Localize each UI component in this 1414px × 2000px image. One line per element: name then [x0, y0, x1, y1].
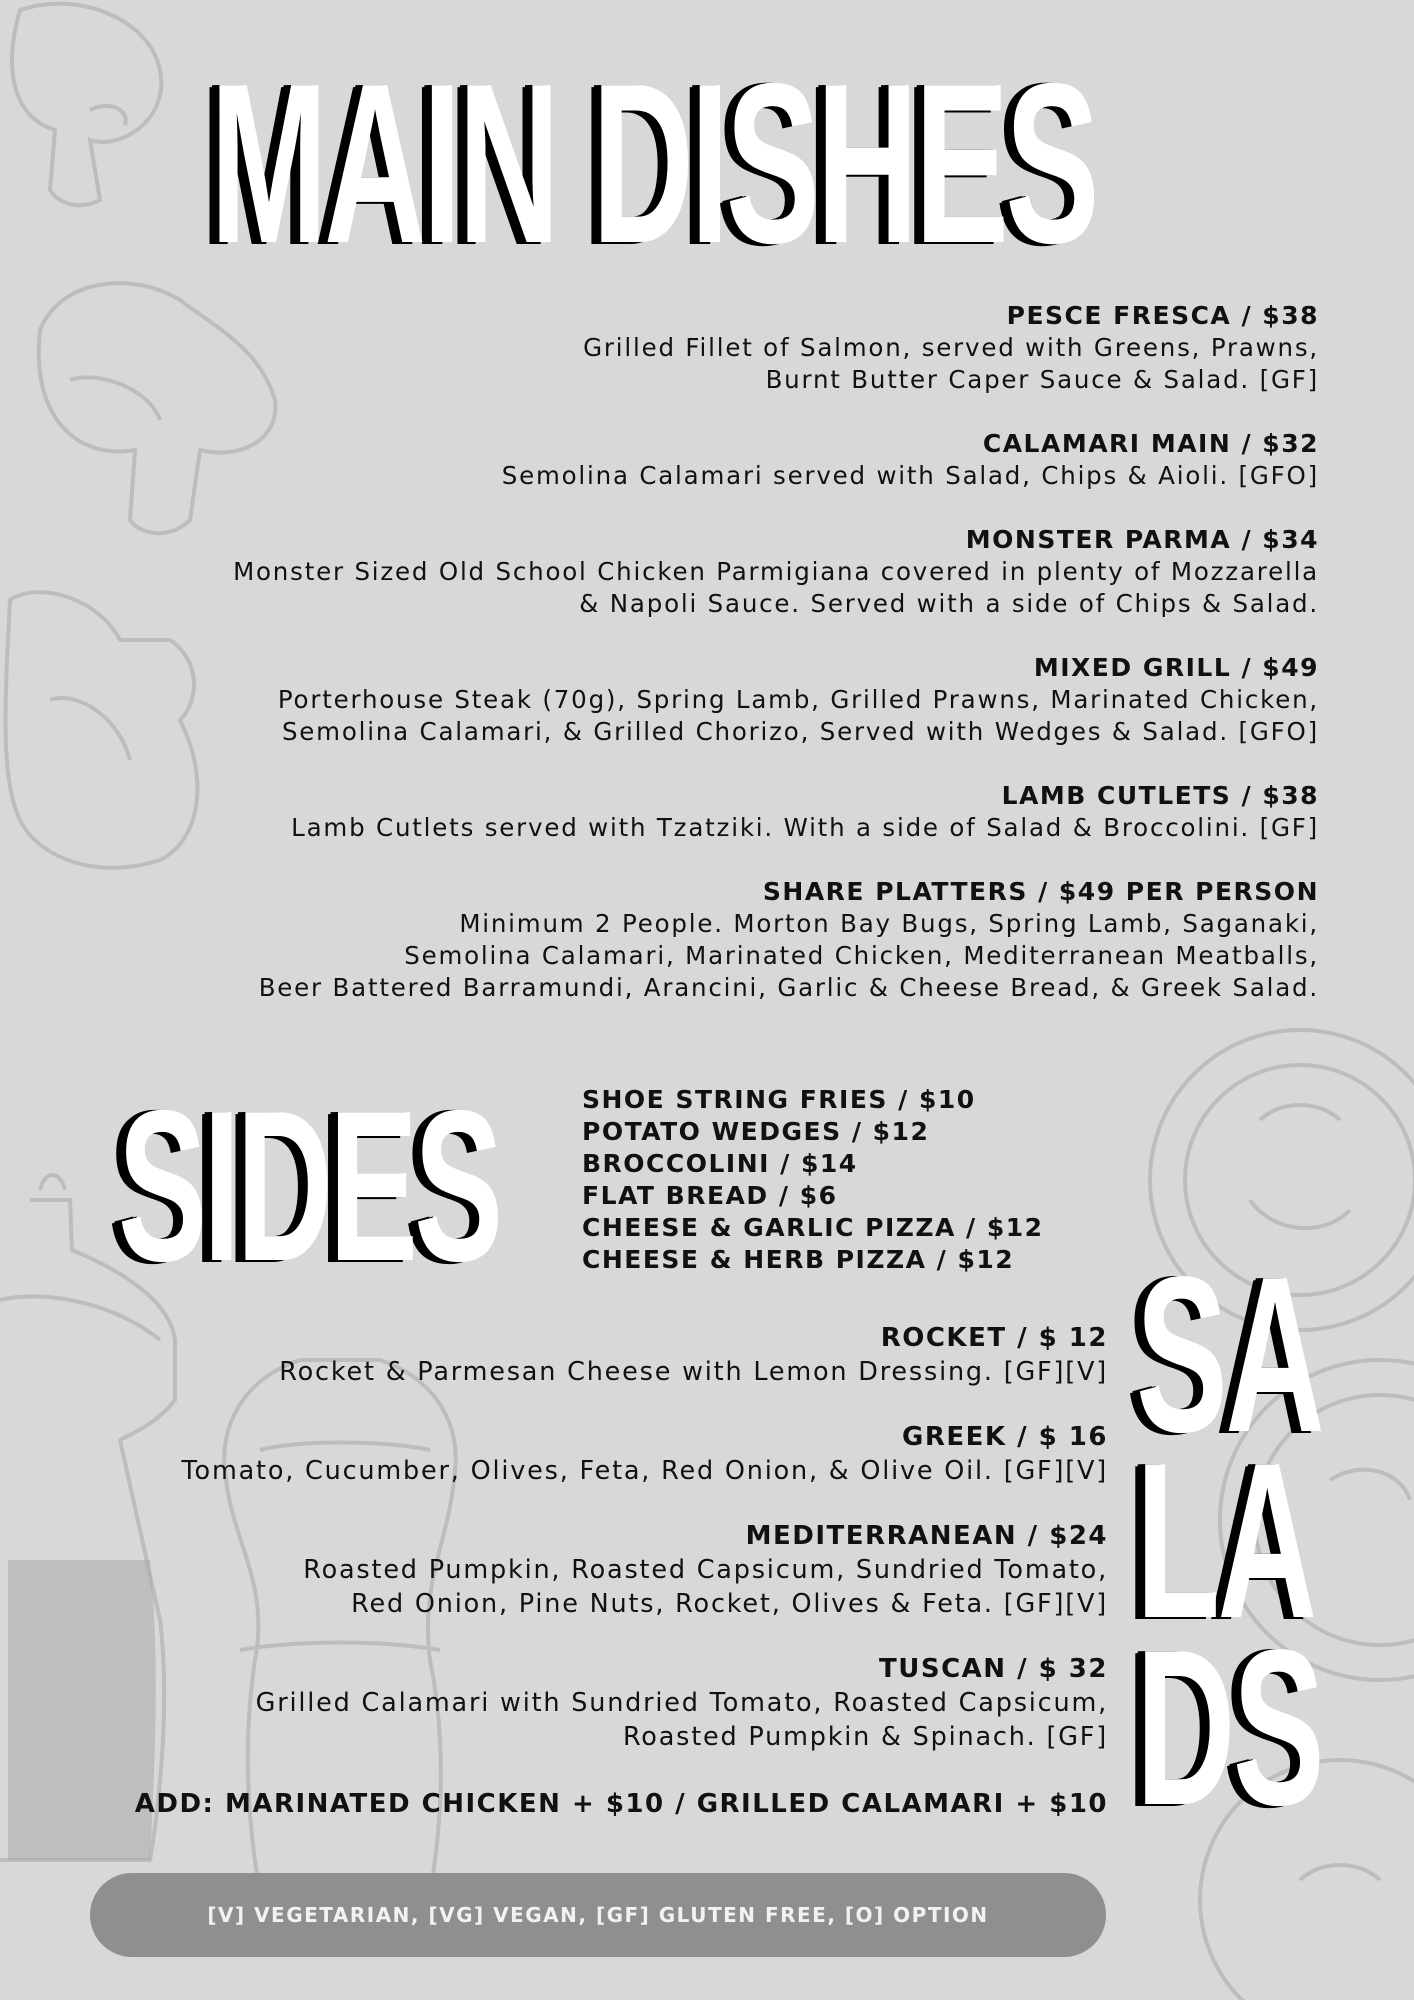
dish-description: Semolina Calamari served with Salad, Chips & Aioli. [GFO]: [501, 461, 1319, 490]
main-dishes-list: [69, 300, 1319, 1036]
menu-item: [58, 1520, 1108, 1621]
sides-title: SIDES: [118, 1065, 500, 1306]
menu-item: [69, 876, 1319, 1004]
menu-item: [69, 652, 1319, 748]
dish-name: GREEK / $ 16: [902, 1422, 1108, 1452]
dish-description: Red Onion, Pine Nuts, Rocket, Olives & Feta. [GF][V]: [351, 1589, 1108, 1619]
dish-description: Monster Sized Old School Chicken Parmigiana covered in plenty of Mozzarella: [233, 557, 1319, 586]
dish-description: Semolina Calamari, & Grilled Chorizo, Served with Wedges & Salad. [GFO]: [281, 717, 1319, 746]
dietary-legend-bar: [90, 1873, 1106, 1957]
side-item: FLAT BREAD / $6: [582, 1181, 838, 1210]
salads-list: [58, 1322, 1108, 1786]
main-dishes-title: MAIN DISHES: [210, 37, 1096, 291]
dish-name: TUSCAN / $ 32: [879, 1654, 1108, 1684]
menu-item: [69, 428, 1319, 492]
side-item: POTATO WEDGES / $12: [582, 1117, 930, 1146]
sides-list: [582, 1084, 1082, 1276]
side-item: BROCCOLINI / $14: [582, 1149, 858, 1178]
dish-description: Lamb Cutlets served with Tzatziki. With a side of Salad & Broccolini. [GF]: [291, 813, 1319, 842]
menu-item: [69, 524, 1319, 620]
menu-item: [58, 1653, 1108, 1754]
side-item: SHOE STRING FRIES / $10: [582, 1085, 976, 1114]
dish-description: Porterhouse Steak (70g), Spring Lamb, Grilled Prawns, Marinated Chicken,: [277, 685, 1319, 714]
dish-description: & Napoli Sauce. Served with a side of Chips & Salad.: [579, 589, 1319, 618]
dish-name: CALAMARI MAIN / $32: [982, 429, 1319, 458]
side-item: CHEESE & HERB PIZZA / $12: [582, 1245, 1015, 1274]
menu-item: [69, 780, 1319, 844]
salads-title-line: SA: [1136, 1231, 1323, 1479]
dish-description: Roasted Pumpkin, Roasted Capsicum, Sundried Tomato,: [303, 1555, 1108, 1585]
dish-description: Beer Battered Barramundi, Arancini, Garlic & Cheese Bread, & Greek Salad.: [258, 973, 1319, 1002]
salads-title-line: LA: [1136, 1417, 1315, 1666]
dish-description: Grilled Calamari with Sundried Tomato, Roasted Capsicum,: [255, 1688, 1108, 1718]
salads-title-line: DS: [1136, 1603, 1323, 1852]
dish-name: SHARE PLATTERS / $49 PER PERSON: [762, 877, 1319, 906]
dish-name: PESCE FRESCA / $38: [1006, 301, 1319, 330]
dish-description: Rocket & Parmesan Cheese with Lemon Dressing. [GF][V]: [279, 1357, 1108, 1387]
salads-title: [1136, 1231, 1323, 1852]
dish-name: MEDITERRANEAN / $24: [745, 1521, 1108, 1551]
dish-description: Minimum 2 People. Morton Bay Bugs, Spring Lamb, Saganaki,: [459, 909, 1319, 938]
dish-description: Tomato, Cucumber, Olives, Feta, Red Onion, & Olive Oil. [GF][V]: [181, 1456, 1108, 1486]
dish-description: Semolina Calamari, Marinated Chicken, Mediterranean Meatballs,: [404, 941, 1319, 970]
dish-name: ROCKET / $ 12: [880, 1323, 1108, 1353]
mushroom-sketch-1: [12, 4, 161, 205]
dish-name: LAMB CUTLETS / $38: [1001, 781, 1319, 810]
salad-addon-note: ADD: MARINATED CHICKEN + $10 / GRILLED CALAMARI + $10: [134, 1789, 1108, 1819]
menu-item: [58, 1421, 1108, 1488]
dish-name: MONSTER PARMA / $34: [965, 525, 1319, 554]
dietary-legend-text: [V] VEGETARIAN, [VG] VEGAN, [GF] GLUTEN FREE, [O] OPTION: [207, 1903, 989, 1927]
side-item: CHEESE & GARLIC PIZZA / $12: [582, 1213, 1044, 1242]
menu-item: [58, 1322, 1108, 1389]
dish-description: Roasted Pumpkin & Spinach. [GF]: [622, 1722, 1108, 1752]
dish-description: Grilled Fillet of Salmon, served with Greens, Prawns,: [583, 333, 1319, 362]
dish-description: Burnt Butter Caper Sauce & Salad. [GF]: [765, 365, 1319, 394]
menu-item: [69, 300, 1319, 396]
dish-name: MIXED GRILL / $49: [1033, 653, 1319, 682]
